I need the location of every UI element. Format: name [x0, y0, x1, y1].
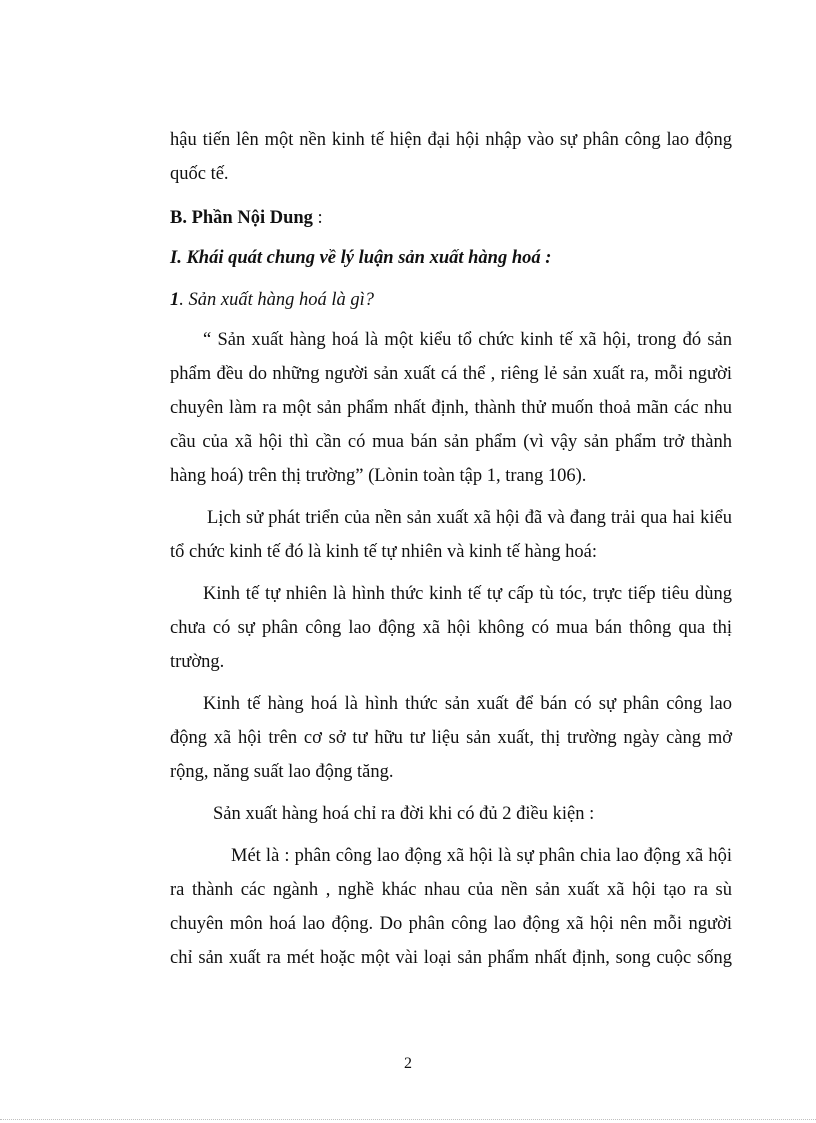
- body-line: “ Sản xuất hàng hoá là một kiểu tổ chức kinh tế xã hội, trong đó sản: [203, 330, 732, 350]
- body-line: tổ chức kinh tế đó là kinh tế tự nhiên và kinh tế hàng hoá:: [170, 542, 597, 562]
- body-line: quốc tế.: [170, 164, 229, 184]
- section-heading-b-colon: :: [312, 208, 323, 228]
- body-line: động xã hội trên cơ sở tư hữu tư liệu sản xuất, thị trường ngày càng mở: [170, 728, 732, 748]
- body-line: hàng hoá) trên thị trường” (Lònin toàn tập 1, trang 106).: [170, 466, 587, 486]
- section-heading-1: I. Khái quát chung về lý luận sản xuất hàng hoá :: [170, 248, 552, 268]
- section-heading-b-title: B. Phần Nội Dung: [170, 208, 313, 228]
- body-line: Lịch sử phát triển của nền sản xuất xã hội đã và đang trải qua hai kiểu: [207, 508, 732, 528]
- body-line: trường.: [170, 652, 225, 672]
- body-line: phẩm đều do những người sản xuất cá thể , riêng lẻ sản xuất ra, mỗi người: [170, 364, 732, 384]
- body-line: ra thành các ngành , nghề khác nhau của nền sản xuất xã hội tạo ra sù: [170, 880, 732, 900]
- body-line: rộng, năng suất lao động tăng.: [170, 762, 394, 782]
- body-line: Kinh tế tự nhiên là hình thức kinh tế tự cấp tù tóc, trực tiếp tiêu dùng: [203, 584, 732, 604]
- subsection-title: . Sản xuất hàng hoá là gì?: [179, 290, 375, 310]
- subsection-heading: [170, 288, 732, 312]
- body-line: chuyên làm ra một sản phẩm nhất định, thành thử muốn thoả mãn các nhu: [170, 398, 732, 418]
- section-heading-b: [170, 206, 732, 230]
- body-line: Mét là : phân công lao động xã hội là sự phân chia lao động xã hội: [231, 846, 732, 866]
- body-line: chưa có sự phân công lao động xã hội không có mua bán thông qua thị: [170, 618, 732, 638]
- body-line: chuyên môn hoá lao động. Do phân công lao động xã hội nên mỗi người: [170, 914, 732, 934]
- body-line: cầu của xã hội thì cần có mua bán sản phẩm (vì vậy sản phẩm trở thành: [170, 432, 732, 452]
- body-line: Kinh tế hàng hoá là hình thức sản xuất để bán có sự phân công lao: [203, 694, 732, 714]
- page-bottom-divider: [0, 1119, 816, 1120]
- body-line: Sản xuất hàng hoá chỉ ra đời khi có đủ 2 điều kiện :: [213, 804, 595, 824]
- body-line: hậu tiến lên một nền kinh tế hiện đại hội nhập vào sự phân công lao động: [170, 130, 732, 150]
- page-number: 2: [404, 1055, 412, 1072]
- body-line: chỉ sản xuất ra mét hoặc một vài loại sản phẩm nhất định, song cuộc sống: [170, 948, 732, 968]
- subsection-number: 1: [170, 290, 180, 310]
